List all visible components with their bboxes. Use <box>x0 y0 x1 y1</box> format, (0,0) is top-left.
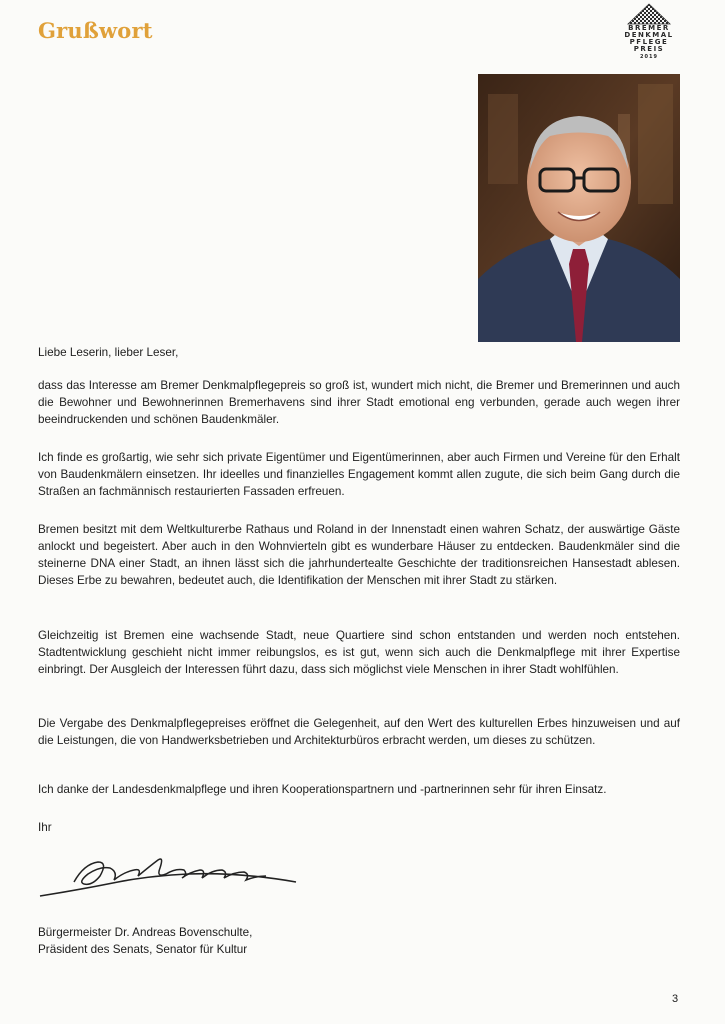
logo-text-line: BREMER <box>628 24 670 32</box>
paragraph: Die Vergabe des Denkmalpflegepreises eröffnet die Gelegenheit, auf den Wert des kulturellen Erbes hinzuweisen und auf die Leistungen, die von Handwerksbetrieben und Architekturbüros erbracht werden, um dieses zu schützen. <box>38 717 680 747</box>
handwritten-signature <box>38 846 308 898</box>
logo-year: 2019 <box>640 54 658 60</box>
salutation: Liebe Leserin, lieber Leser, <box>38 346 179 359</box>
page-title: Grußwort <box>38 18 153 43</box>
logo-text-line: PFLEGE <box>629 38 669 46</box>
paragraph: Ich danke der Landesdenkmalpflege und ihren Kooperationspartnern und -partnerinnen sehr für ihren Einsatz. <box>38 783 607 796</box>
logo-text-line: DENKMAL <box>624 31 674 39</box>
paragraph: dass das Interesse am Bremer Denkmalpflegepreis so groß ist, wundert mich nicht, die Bremer und Bremerinnen und auch die Bewohner und Bewohnerinnen Bremerhavens sind ihrer Stadt emotional eng verbunden, gerade auch wegen ihrer beeindruckenden und schönen Baudenkmäler. <box>38 379 680 426</box>
page-number: 3 <box>672 993 679 1005</box>
logo-text-line: PREIS <box>633 45 665 53</box>
award-logo <box>618 2 680 62</box>
paragraph: Bremen besitzt mit dem Weltkulturerbe Rathaus und Roland in der Innenstadt einen wahren Schatz, der auswärtige Gäste anlockt und begeistert. Aber auch in den Wohnvierteln gibt es wunderbare Häuser zu entdecken. Baudenkmäler sind die steinerne DNA einer Stadt, an ihnen lässt sich die jahrhundertealte Geschichte der traditionsreichen Hansestadt ablesen. Dieses Erbe zu bewahren, bedeutet auch, die Identifikation der Menschen mit ihrer Stadt zu stärken. <box>38 523 680 587</box>
paragraph: Gleichzeitig ist Bremen eine wachsende Stadt, neue Quartiere sind schon entstanden und werden noch entstehen. Stadtentwicklung geschieht nicht immer reibungslos, es ist gut, wenn sich auch die Denkmalpflege mit ihrer Expertise einbringt. Der Ausgleich der Interessen führt dazu, dass sich möglichst viele Menschen in ihrer Stadt wohlfühlen. <box>38 629 680 676</box>
paragraph: Ich finde es großartig, wie sehr sich private Eigentümer und Eigentümerinnen, aber auch Firmen und Vereine für den Erhalt von Baudenkmälern einsetzen. Ihr ideelles und finanzielles Engagement kommt allen zugute, die sich beim Gang durch die Straßen an fachmännisch restaurierten Fassaden erfreuen. <box>38 451 680 498</box>
portrait-photo <box>478 74 680 342</box>
closing: Ihr <box>38 821 52 834</box>
signer-name: Bürgermeister Dr. Andreas Bovenschulte, <box>38 926 253 939</box>
signer-title: Präsident des Senats, Senator für Kultur <box>38 943 248 956</box>
